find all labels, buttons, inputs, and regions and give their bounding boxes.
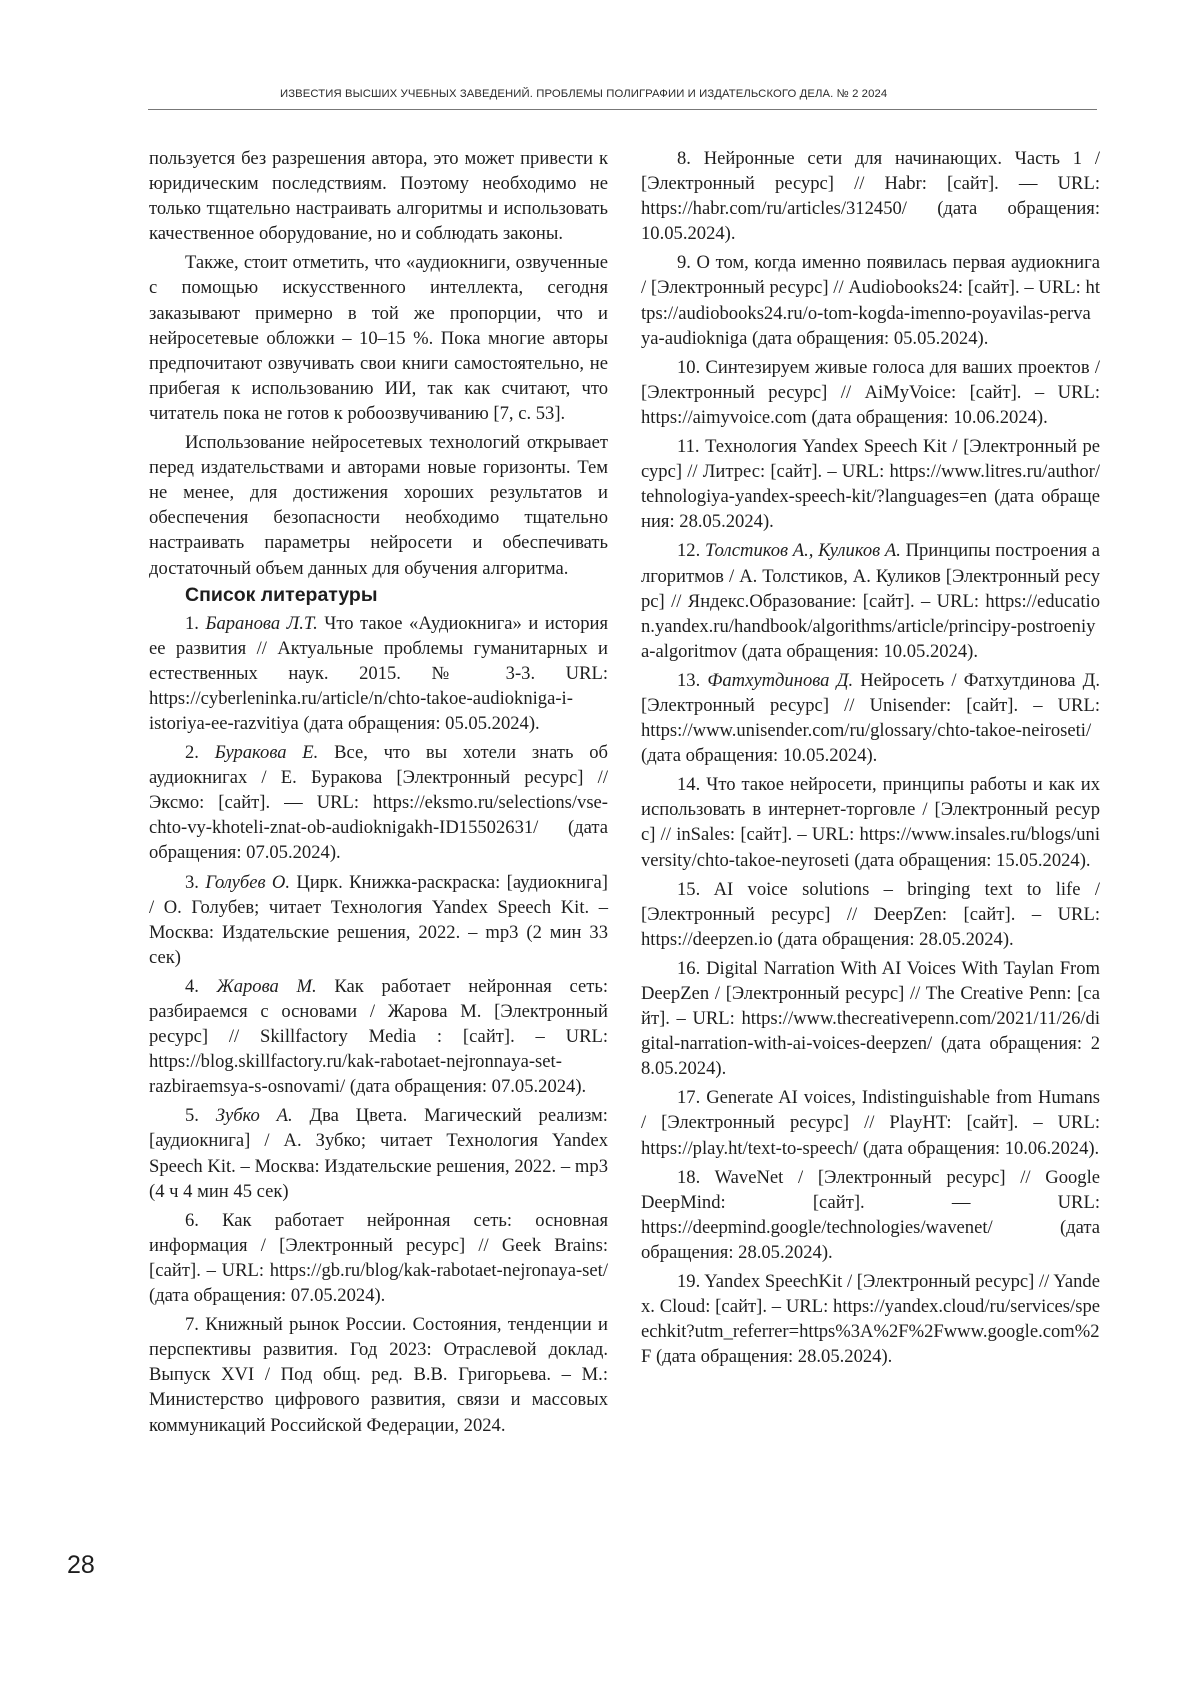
reference-number: 4.	[185, 975, 199, 997]
reference-text: Принципы построения алгоритмов / А. Толстиков, А. Куликов [Электронный ресурс] // Яндекс.Образование: [сайт]. – URL: https://education.yandex.ru/handbook/algorithms/article/principy-postroeniya-algoritmov (дата обращения: 10.05.2024).	[641, 540, 1101, 662]
reference-author: Голубев О.	[205, 871, 291, 893]
reference-text: Digital Narration With AI Voices With Taylan From DeepZen / [Электронный ресурс] // The Creative Penn: [сайт]. – URL: https://www.thecreativepenn.com/2021/11/26/digital-narration-with-ai-voices-deepzen/ (дата обращения: 28.05.2024).	[641, 957, 1100, 1080]
running-head: ИЗВЕСТИЯ ВЫСШИХ УЧЕБНЫХ ЗАВЕДЕНИЙ. ПРОБЛЕМЫ ПОЛИГРАФИИ И ИЗДАТЕЛЬСКОГО ДЕЛА. № 2 2024	[280, 88, 888, 100]
reference-number: 19.	[677, 1271, 701, 1293]
reference-text: Нейросеть / Фатхутдинова Д. [Электронный ресурс] // Unisender: [сайт]. – URL: https://www.unisender.com/ru/glossary/chto-takoe-neiroseti/ (дата обращения: 10.05.2024).	[641, 669, 1101, 767]
reference-author: Жарова М.	[216, 975, 317, 997]
body-paragraph: пользуется без разрешения автора, это может привести к юридическим последствиям. Поэтому необходимо не только тщательно настраивать алгоритмы и использовать качественное оборудование, но и соблюдать законы.	[149, 148, 608, 245]
reference-number: 17.	[677, 1087, 701, 1109]
reference-text: Что такое нейросети, принципы работы и как их использовать в интернет-торговле / [Электронный ресурс] // inSales: [сайт]. – URL: https://www.insales.ru/blogs/university/chto-takoe-neyroseti (дата обращения: 15.05.2024).	[641, 774, 1100, 871]
right-column	[641, 146, 1100, 1369]
reference-item	[641, 355, 1100, 430]
reference-text: Как работает нейронная сеть: основная информация / [Электронный ресурс] // Geek Brains: [сайт]. – URL: https://gb.ru/blog/kak-rabotaet-nejronaya-set/ (дата обращения: 07.05.2024).	[149, 1209, 608, 1307]
reference-number: 13.	[677, 669, 701, 691]
reference-item	[641, 877, 1100, 952]
reference-author: Буракова Е.	[214, 742, 319, 764]
reference-number: 3.	[185, 871, 199, 893]
reference-number: 11.	[677, 436, 700, 458]
reference-author: Фатхутдинова Д.	[707, 669, 854, 691]
reference-text: Yandex SpeechKit / [Электронный ресурс] // Yandex. Cloud: [сайт]. – URL: https://yandex.cloud/ru/services/speechkit?utm_referrer=https%3A%2F%2Fwww.google.com%2F (дата обращения: 28.05.2024).	[641, 1271, 1100, 1368]
reference-item	[149, 1312, 608, 1437]
references-heading: Список литературы	[185, 583, 378, 606]
reference-text: О том, когда именно появилась первая аудиокнига / [Электронный ресурс] // Audiobooks24: [сайт]. – URL: https://audiobooks24.ru/o-tom-kogda-imenno-poyavilas-pervaya-audiokniga (дата обращения: 05.05.2024).	[641, 252, 1100, 349]
reference-text: Что такое «Аудиокнига» и история ее развития // Актуальные проблемы гуманитарных и естественных наук. 2015. № 3-3. URL: https://cyberleninka.ru/article/n/chto-takoe-audiokniga-i-istoriya-ee-razvitiya (дата обращения: 05.05.2024).	[149, 612, 608, 734]
reference-number: 12.	[677, 540, 701, 562]
reference-item	[149, 870, 608, 970]
reference-item	[149, 611, 608, 736]
reference-item	[641, 1165, 1100, 1265]
reference-item	[641, 1269, 1100, 1369]
reference-number: 8.	[677, 148, 691, 169]
reference-item	[641, 250, 1100, 350]
reference-number: 14.	[677, 774, 701, 796]
reference-text: Технология Yandex Speech Kit / [Электронный ресурс] // Литрес: [сайт]. – URL: https://www.litres.ru/author/tehnologiya-yandex-speech-kit/?languages=en (дата обращения: 28.05.2024).	[641, 436, 1100, 533]
reference-text: WaveNet / [Электронный ресурс] // Google DeepMind: [сайт]. — URL: https://deepmind.google/technologies/wavenet/ (дата обращения: 28.05.2024).	[641, 1166, 1100, 1263]
page-number: 28	[67, 1551, 95, 1579]
reference-author: Баранова Л.Т.	[205, 612, 318, 634]
reference-item	[149, 1103, 608, 1203]
reference-item	[641, 668, 1100, 768]
reference-item	[641, 772, 1100, 872]
reference-number: 18.	[677, 1166, 701, 1188]
reference-number: 7.	[185, 1314, 199, 1336]
reference-author: Толстиков А., Куликов А.	[704, 540, 901, 562]
body-paragraph: Также, стоит отметить, что «аудиокниги, озвученные с помощью искусственного интеллекта, сегодня заказывают примерно в той же пропорции, что и нейросетевые обложки – 10–15 %. Пока многие авторы предпочитают озвучивать свои книги самостоятельно, не прибегая к использованию ИИ, так как считают, что читатель пока не готов к робоозвучиванию [7, с. 53].	[149, 252, 608, 424]
reference-item	[149, 1208, 608, 1308]
reference-text: Generate AI voices, Indistinguishable from Humans / [Электронный ресурс] // PlayHT: [сайт]. – URL: https://play.ht/text-to-speech/ (дата обращения: 10.06.2024).	[641, 1087, 1100, 1159]
reference-item	[641, 538, 1100, 663]
reference-text: Два Цвета. Магический реализм: [аудиокнига] / А. Зубко; читает Технология Yandex Speech Kit. – Москва: Издательские решения, 2022. – mp3 (4 ч 4 мин 45 сек)	[149, 1105, 608, 1202]
reference-item	[641, 146, 1100, 246]
reference-number: 6.	[185, 1209, 199, 1231]
reference-item	[641, 434, 1100, 534]
reference-item	[149, 974, 608, 1099]
reference-number: 5.	[185, 1105, 199, 1127]
reference-number: 2.	[185, 742, 199, 764]
left-column	[149, 146, 608, 1438]
reference-number: 10.	[677, 356, 701, 378]
header-rule	[148, 109, 1097, 110]
reference-text: AI voice solutions – bringing text to life / [Электронный ресурс] // DeepZen: [сайт]. – URL: https://deepzen.io (дата обращения: 28.05.2024).	[641, 878, 1100, 950]
reference-text: Книжный рынок России. Состояния, тенденции и перспективы развития. Год 2023: Отраслевой доклад. Выпуск XVI / Под общ. ред. В.В. Григорьева. – М.: Министерство цифрового развития, связи и массовых коммуникаций Российской Федерации, 2024.	[149, 1314, 608, 1436]
reference-number: 15.	[677, 878, 701, 900]
reference-number: 16.	[677, 957, 701, 979]
reference-text: Синтезируем живые голоса для ваших проектов / [Электронный ресурс] // AiMyVoice: [сайт]. – URL: https://aimyvoice.com (дата обращения: 10.06.2024).	[641, 356, 1100, 428]
reference-text: Все, что вы хотели знать об аудиокнигах / Е. Буракова [Электронный ресурс] // Эксмо: [сайт]. — URL: https://eksmo.ru/selections/vse-chto-vy-khoteli-znat-ob-audioknigakh-ID15502631/ (дата обращения: 07.05.2024).	[149, 742, 609, 864]
reference-item	[149, 740, 608, 865]
reference-item	[641, 956, 1100, 1081]
reference-number: 1.	[185, 612, 199, 634]
reference-author: Зубко А.	[215, 1105, 293, 1127]
reference-item	[641, 1085, 1100, 1160]
reference-number: 9.	[677, 252, 691, 274]
reference-text: Как работает нейронная сеть: разбираемся с основами / Жарова М. [Электронный ресурс] // Skillfactory Media : [сайт]. – URL: https://blog.skillfactory.ru/kak-rabotaet-nejronnaya-set-razbiraemsya-s-osnovami/ (дата обращения: 07.05.2024).	[149, 975, 608, 1098]
reference-text: Цирк. Книжка-раскраска: [аудиокнига] / О. Голубев; читает Технология Yandex Speech Kit. – Москва: Издательские решения, 2022. – mp3 (2 мин 33 сек)	[149, 871, 608, 968]
reference-text: Нейронные сети для начинающих. Часть 1 / [Электронный ресурс] // Habr: [сайт]. — URL: https://habr.com/ru/articles/312450/ (дата обращения: 10.05.2024).	[641, 148, 1100, 245]
body-paragraph: Использование нейросетевых технологий открывает перед издательствами и авторами новые горизонты. Тем не менее, для достижения хороших результатов и обеспечения безопасности необходимо тщательно настраивать параметры нейросети и обеспечивать достаточный объем данных для обучения алгоритма.	[149, 432, 608, 579]
